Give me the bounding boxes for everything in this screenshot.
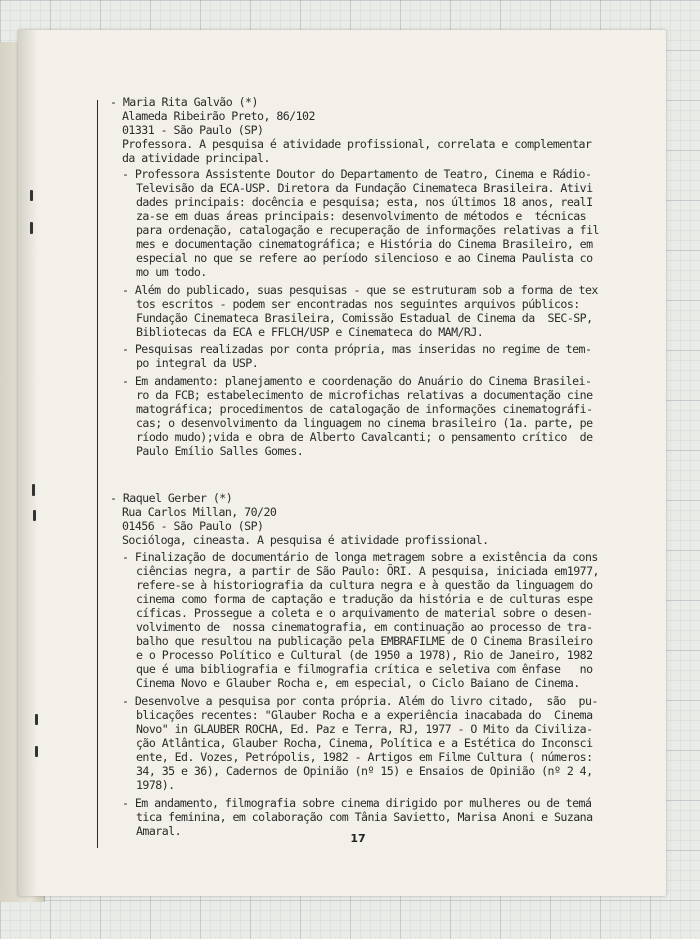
paragraph-line: - Em andamento: planejamento e coordenação do Anuário do Cinema Brasilei-: [122, 374, 592, 388]
paragraph-line: que é uma bibliografia e filmografia crítica e seletiva com ênfase no: [136, 662, 593, 676]
paragraph-line: dades principais: docência e pesquisa; esta, nos últimos 18 anos, realI: [136, 195, 593, 209]
paragraph-line: ção Atlântica, Glauber Rocha, Cinema, Política e a Estética do Inconsci: [136, 736, 593, 750]
paragraph-line: blicações recentes: "Glauber Rocha e a experiência inacabada do Cinema: [136, 708, 593, 722]
paragraph-line: volvimento de nossa cinematografia, em continuação ao processo de tra-: [136, 620, 593, 634]
paragraph-line: matográfica; procedimentos de catalogação de informações cinematográfi-: [136, 402, 593, 416]
paragraph-line: cinema como forma de captação e tradução da história e de culturas espe: [136, 592, 593, 606]
profile-line: Professora. A pesquisa é atividade profissional, correlata e complementar: [122, 137, 592, 151]
paragraph-line: ríodo mudo);vida e obra de Alberto Cavalcanti; o pensamento crítico de: [136, 430, 593, 444]
paragraph-line: 34, 35 e 36), Cadernos de Opinião (nº 15) e Ensaios de Opinião (nº 2 4,: [136, 764, 593, 778]
profile-line: da atividade principal.: [122, 151, 270, 165]
paragraph-line: ro da FCB; estabelecimento de microfichas relativas a documentação cine: [136, 388, 593, 402]
paragraph-line: - Pesquisas realizadas por conta própria, mas inseridas no regime de tem-: [122, 342, 592, 356]
paragraph-line: - Em andamento, filmografia sobre cinema dirigido por mulheres ou de temá: [122, 796, 592, 810]
page-number: 17: [350, 832, 366, 845]
paragraph-line: 1978).: [136, 778, 175, 792]
paragraph-line: cíficas. Prossegue a coleta e o arquivamento de material sobre o desen-: [136, 606, 593, 620]
paragraph-line: para ordenação, catalogação e recuperação de informações relativas a fil: [136, 223, 599, 237]
paragraph-line: Paulo Emílio Salles Gomes.: [136, 444, 304, 458]
paragraph-line: - Além do publicado, suas pesquisas - que se estruturam sob a forma de tex: [122, 283, 598, 297]
paragraph-line: e o Processo Político e Cultural (de 1950 a 1978), Rio de Janeiro, 1982: [136, 648, 593, 662]
paragraph-line: Fundação Cinemateca Brasileira, Comissão Estadual de Cinema da SEC-SP,: [136, 311, 593, 325]
paragraph-line: Televisão da ECA-USP. Diretora da Fundação Cinemateca Brasileira. Ativi: [136, 181, 593, 195]
paragraph-line: especial no que se refere ao período silencioso e ao Cinema Paulista co: [136, 251, 593, 265]
paragraph-line: za-se em duas áreas principais: desenvolvimento de métodos e técnicas: [136, 209, 587, 223]
paragraph-line: Amaral.: [136, 824, 182, 838]
paragraph-line: tica feminina, em colaboração com Tânia Savietto, Marisa Anoni e Suzana: [136, 810, 593, 824]
entry-name: - Raquel Gerber (*): [110, 491, 233, 505]
paragraph-line: tos escritos - podem ser encontradas nos seguintes arquivos públicos:: [136, 297, 580, 311]
address-line: 01456 - São Paulo (SP): [122, 519, 264, 533]
paragraph-line: po integral da USP.: [136, 356, 259, 370]
paragraph-line: cas; o desenvolvimento da linguagem no cinema brasileiro (1a. parte, pe: [136, 416, 593, 430]
paragraph-line: - Professora Assistente Doutor do Departamento de Teatro, Cinema e Rádio-: [122, 167, 592, 181]
paragraph-line: ciências negra, a partir de São Paulo: ÕRI. A pesquisa, iniciada em1977,: [136, 564, 599, 578]
address-line: 01331 - São Paulo (SP): [122, 123, 264, 137]
paragraph-line: Novo" in GLAUBER ROCHA, Ed. Paz e Terra, RJ, 1977 - O Mito da Civiliza-: [136, 722, 593, 736]
paragraph-line: - Finalização de documentário de longa metragem sobre a existência da cons: [122, 550, 598, 564]
paragraph-line: balho que resultou na publicação pela EMBRAFILME de O Cinema Brasileiro: [136, 634, 593, 648]
paragraph-line: Cinema Novo e Glauber Rocha e, em especial, o Ciclo Baiano de Cinema.: [136, 676, 580, 690]
address-line: Rua Carlos Millan, 70/20: [122, 505, 277, 519]
paragraph-line: mes e documentação cinematográfica; e História do Cinema Brasileiro, em: [136, 237, 593, 251]
profile-line: Socióloga, cineasta. A pesquisa é atividade profissional.: [122, 533, 489, 547]
address-line: Alameda Ribeirão Preto, 86/102: [122, 109, 315, 123]
paragraph-line: Bibliotecas da ECA e FFLCH/USP e Cinemateca do MAM/RJ.: [136, 325, 484, 339]
paragraph-line: - Desenvolve a pesquisa por conta própria. Além do livro citado, são pu-: [122, 694, 598, 708]
paragraph-line: refere-se à historiografia da cultura negra e à questão da linguagem do: [136, 578, 593, 592]
entry-name: - Maria Rita Galvão (*): [110, 95, 258, 109]
paragraph-line: ente, Ed. Vozes, Petrópolis, 1982 - Artigos em Filme Cultura ( números:: [136, 750, 593, 764]
paragraph-line: mo um todo.: [136, 265, 207, 279]
